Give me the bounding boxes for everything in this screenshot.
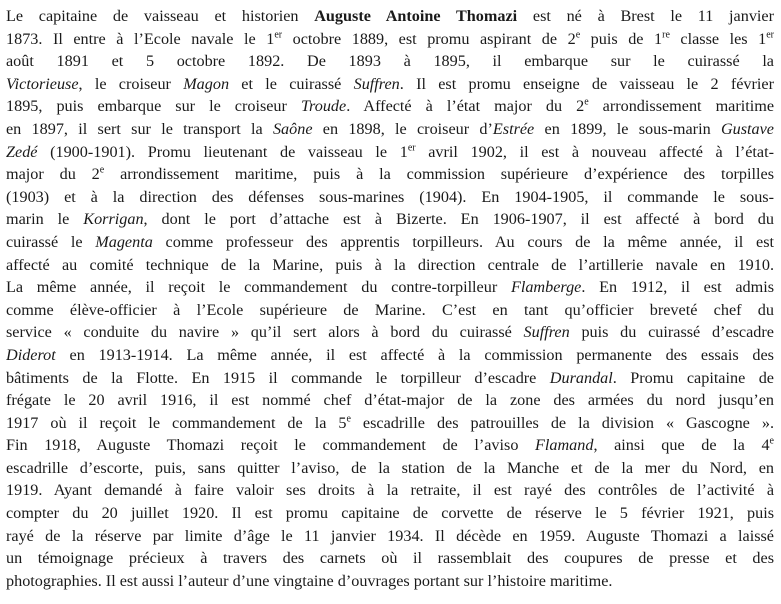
text-run: photographies. Il est aussi l’auteur d’une vingtaine d’ouvrages portant sur l’histoire maritime. (6, 571, 613, 590)
text-line (6, 231, 774, 254)
text-line (6, 28, 774, 51)
ship-name: Suffren (353, 74, 400, 93)
text-line (6, 570, 774, 593)
text-line (6, 163, 774, 186)
ordinal-superscript: er (407, 142, 416, 154)
text-run: arrondissement maritime, puis à la commission supérieure d’expérience des torpilles (104, 165, 774, 184)
text-line (6, 208, 774, 231)
ordinal-superscript: e (99, 164, 105, 176)
text-run: . Affecté à l’état major du 2 (346, 97, 585, 116)
text-run: arrondissement maritime (588, 97, 774, 116)
text-run: escadrille des patrouilles de la division « Gascogne ». (350, 413, 774, 432)
text-run: compter du 20 juillet 1920. Il est promu capitaine de corvette de réserve le 5 février 1921, puis (6, 504, 774, 523)
text-run: 1917 où il reçoit le commandement de la 5 (6, 413, 347, 432)
ordinal-superscript: e (346, 413, 351, 425)
text-run: major du 2 (6, 165, 100, 184)
ordinal-superscript: e (584, 96, 589, 108)
ship-name: Flamberge (510, 278, 582, 297)
text-line (6, 547, 774, 570)
text-line (6, 73, 774, 96)
ship-name: Korrigan (83, 210, 144, 229)
text-run: est né à Brest le 11 janvier (517, 7, 774, 25)
text-run: en 1897, il sert sur le transport la (6, 119, 273, 138)
biography-document (6, 5, 774, 592)
text-run: comme professeur des apprentis torpilleurs. Au cours de la même année, il est (152, 232, 774, 251)
ordinal-superscript: e (769, 435, 774, 447)
text-run: escadrille d’escorte, puis, sans quitter l’aviso, de la station de la Manche et de la mer du Nord, en (6, 458, 774, 477)
text-line (6, 457, 774, 480)
text-run: en 1898, le croiseur d’ (312, 119, 493, 138)
text-run: marin le (6, 210, 84, 229)
text-run: La même année, il reçoit le commandement du contre-torpilleur (6, 278, 511, 297)
text-run: cuirassé le (6, 232, 96, 251)
text-run: , dont le port d’attache est à Bizerte. En 1906-1907, il est affecté à bord du (143, 210, 774, 229)
text-run: Le capitaine de vaisseau et historien (6, 7, 315, 25)
ship-name: Durandal (549, 368, 613, 387)
text-line (6, 95, 774, 118)
text-line (6, 412, 774, 435)
text-run: service « conduite du navire » qu’il sert alors à bord du cuirassé (6, 323, 524, 342)
text-run: octobre 1889, est promu aspirant de 2 (282, 29, 576, 48)
ship-name: Diderot (6, 345, 56, 364)
text-run: puis du cuirassé d’escadre (569, 323, 774, 342)
text-line (6, 299, 774, 322)
ship-name: Saône (272, 119, 313, 138)
text-run: août 1891 et 5 octobre 1892. De 1893 à 1895, il embarque sur le cuirassé la (6, 52, 774, 71)
text-run: puis de 1 (580, 29, 663, 48)
text-line (6, 502, 774, 525)
text-line (6, 367, 774, 390)
ordinal-superscript: e (575, 29, 581, 41)
person-name: Auguste Antoine Thomazi (314, 7, 518, 25)
text-run: rayé de la réserve par limite d’âge le 11 janvier 1934. Il décède en 1959. Auguste Thomazi a laissé (6, 526, 774, 545)
ship-name: Suffren (523, 323, 570, 342)
text-line (6, 254, 774, 277)
text-run: . Il est promu enseigne de vaisseau le 2 février (399, 74, 774, 93)
text-run: bâtiments de la Flotte. En 1915 il commande le torpilleur d’escadre (6, 368, 550, 387)
biography-paragraph (6, 5, 774, 592)
ordinal-superscript: re (662, 29, 670, 41)
text-line (6, 525, 774, 548)
text-line (6, 344, 774, 367)
text-run: et le cuirassé (229, 74, 354, 93)
text-run: , le croiseur (78, 74, 184, 93)
ordinal-superscript: er (274, 29, 283, 41)
ship-name: Magenta (95, 232, 153, 251)
text-run: . En 1912, il est admis (581, 278, 774, 297)
text-run: avril 1902, il est à nouveau affecté à l’état- (415, 142, 774, 161)
text-run: Fin 1918, Auguste Thomazi reçoit le commandement de l’aviso (6, 436, 536, 455)
text-run: en 1899, le sous-marin (534, 119, 721, 138)
text-run: 1895, puis embarque sur le croiseur (6, 97, 301, 116)
text-line (6, 389, 774, 412)
ship-name: Zedé (6, 142, 38, 161)
text-run: (1903) et à la direction des défenses sous-marines (1904). En 1904-1905, il commande le sous- (6, 187, 774, 206)
text-run: . Promu capitaine de (612, 368, 774, 387)
text-run: , ainsi que de la 4 (593, 436, 770, 455)
ship-name: Flamand (535, 436, 594, 455)
text-run: en 1913-1914. La même année, il est affecté à la commission permanente des essais des (55, 345, 774, 364)
text-run: affecté au comité technique de la Marine, puis à la direction centrale de l’artillerie navale en 1910. (6, 255, 774, 274)
text-line (6, 276, 774, 299)
text-line (6, 141, 774, 164)
text-line (6, 321, 774, 344)
text-run: frégate le 20 avril 1916, il est nommé chef d’état-major de la zone des armées du nord jusqu’en (6, 391, 774, 410)
text-run: 1919. Ayant demandé à faire valoir ses droits à la retraite, il est rayé des contrôles de l’activité à (6, 481, 774, 500)
text-run: comme élève-officier à l’Ecole supérieure de Marine. C’est en tant qu’officier breveté chef du (6, 300, 774, 319)
text-line (6, 118, 774, 141)
text-run: classe les 1 (669, 29, 767, 48)
text-line (6, 479, 774, 502)
text-line (6, 50, 774, 73)
text-line (6, 434, 774, 457)
ordinal-superscript: er (766, 29, 774, 41)
text-line (6, 5, 774, 28)
ship-name: Gustave (720, 119, 774, 138)
text-run: 1873. Il entre à l’Ecole navale le 1 (6, 29, 275, 48)
ship-name: Troude (300, 97, 347, 116)
ship-name: Magon (183, 74, 230, 93)
ship-name: Victorieuse (6, 74, 79, 93)
text-run: (1900-1901). Promu lieutenant de vaisseau le 1 (37, 142, 408, 161)
text-line (6, 186, 774, 209)
text-run: un témoignage précieux à travers des carnets où il rassemblait des coupures de presse et des (6, 549, 774, 568)
ship-name: Estrée (492, 119, 535, 138)
